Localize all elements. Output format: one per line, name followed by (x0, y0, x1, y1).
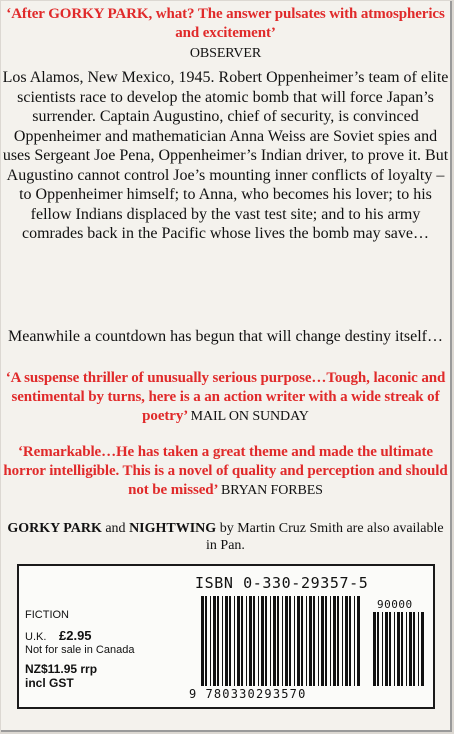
barcode-bar (421, 612, 424, 686)
also-title-1: GORKY PARK (7, 521, 102, 536)
price-barcode-box (17, 564, 435, 709)
barcode-bar (273, 596, 276, 686)
review-quote-mail-on-sunday (1, 369, 450, 426)
barcode-bar (285, 596, 288, 686)
barcode-bar (201, 596, 204, 686)
barcode-bar (418, 612, 419, 686)
barcode-bar (225, 596, 228, 686)
barcode-bar (234, 596, 235, 686)
barcode-bar (349, 596, 351, 686)
barcode-bar (222, 596, 223, 686)
barcode-bar (246, 596, 247, 686)
also-rest: by Martin Cruz Smith are also available in Pan. (206, 521, 444, 553)
barcode-bar (229, 596, 231, 686)
barcode-bar (270, 596, 271, 686)
barcode-bar (325, 596, 327, 686)
barcode-bar (394, 612, 395, 686)
also-available-note: GORKY PARK and NIGHTWING by Martin Cruz Smith are also available in Pan. (7, 521, 444, 553)
quote-source: OBSERVER (189, 46, 262, 61)
barcode-digits (189, 687, 307, 701)
also-title-2: NIGHTWING (129, 521, 217, 536)
nz-price: NZ$11.95 rrp (25, 662, 98, 676)
uk-label: U.K. (25, 631, 47, 643)
barcode-bar (337, 596, 339, 686)
barcode-bar (321, 596, 324, 686)
barcode-bar (210, 596, 211, 686)
barcode-bar (357, 596, 360, 686)
barcode-addon-number: 90000 (377, 598, 413, 611)
barcode-bar (401, 612, 403, 686)
barcode-bar (237, 596, 240, 686)
barcode-bar (205, 596, 207, 686)
blurb-paragraph-1: Los Alamos, New Mexico, 1945. Robert Oppenheimer’s team of elite scientists race to develop the atomic bomb that will force Japan’s surrender. Captain Augustino, chief of security, is convinced Oppenheimer and mathematician Anna Weiss are Soviet spies and uses Sergeant Joe Pena, Oppenheimer’s Indian driver, to prove it. But Augustino cannot control Joe’s mounting inner conflicts of loyalty – to Oppenheimer himself; to Anna, who becomes his lover; to his fellow Indians displaced by the vast test site; and to his army comrades back in the Pacific whose lives the bomb may save… (2, 69, 449, 242)
quote-source: MAIL ON SUNDAY (190, 409, 309, 424)
barcode-bar (258, 596, 259, 686)
barcode-bar (217, 596, 219, 686)
quote-text-end: , what? The answer pulsates with atmospherics and excitement’ (148, 6, 445, 41)
barcode-bar (265, 596, 267, 686)
barcode-bar (277, 596, 279, 686)
barcode-bar (249, 596, 252, 686)
barcode-bar (333, 596, 336, 686)
gst-note: incl GST (25, 676, 74, 690)
barcode-bar (397, 612, 400, 686)
price-info (25, 609, 134, 690)
barcode-first-digit: 9 (189, 687, 198, 701)
barcode-bar (213, 596, 216, 686)
barcode-bar (297, 596, 300, 686)
barcode-bar (373, 612, 376, 686)
barcode-bar (301, 596, 303, 686)
quote-source: BRYAN FORBES (220, 483, 323, 498)
quote-text-start: ‘After (6, 6, 49, 22)
barcode-bar (241, 596, 243, 686)
barcode-bar (385, 612, 388, 686)
barcode-bar (413, 612, 415, 686)
uk-price-row (25, 629, 134, 644)
isbn-number: ISBN 0-330-29357-5 (195, 574, 369, 592)
isbn-barcode (189, 574, 429, 702)
canada-note: Not for sale in Canada (25, 644, 135, 656)
quote-text: ‘Remarkable…He has taken a great theme and made the ultimate horror intelligible. This is a novel of quality and perception and should not be missed’ (3, 444, 448, 498)
uk-price: £2.95 (59, 628, 92, 643)
barcode-bar (318, 596, 319, 686)
review-quote-bryan-forbes (1, 443, 450, 500)
barcode-bar (261, 596, 264, 686)
barcode-bar (377, 612, 379, 686)
blurb-paragraph-2: Meanwhile a countdown has begun that will change destiny itself… (7, 328, 443, 345)
barcode-digit-string: 780330293570 (205, 687, 307, 701)
barcode-bar (313, 596, 315, 686)
barcode-bar (253, 596, 255, 686)
review-quote-observer (1, 5, 450, 63)
barcode-bar (406, 612, 407, 686)
quote-text: ‘A suspense thriller of unusually serious purpose…Tough, laconic and sentimental by turns, here is a an action writer with a wide streak of poetry’ (5, 370, 446, 424)
barcode-bar (345, 596, 348, 686)
barcode-bar (294, 596, 295, 686)
quote-title-gorky-park: GORKY PARK (48, 6, 149, 22)
barcode-bar (330, 596, 331, 686)
barcode-bar (409, 612, 412, 686)
barcode-bar (354, 596, 355, 686)
barcode-bar (282, 596, 283, 686)
category-label: FICTION (25, 609, 69, 621)
barcode-bar (342, 596, 343, 686)
barcode-bar (382, 612, 383, 686)
barcode-bar (389, 612, 391, 686)
barcode-bar (289, 596, 291, 686)
barcode-bar (306, 596, 307, 686)
book-back-cover (1, 1, 452, 732)
barcode-bar (309, 596, 312, 686)
